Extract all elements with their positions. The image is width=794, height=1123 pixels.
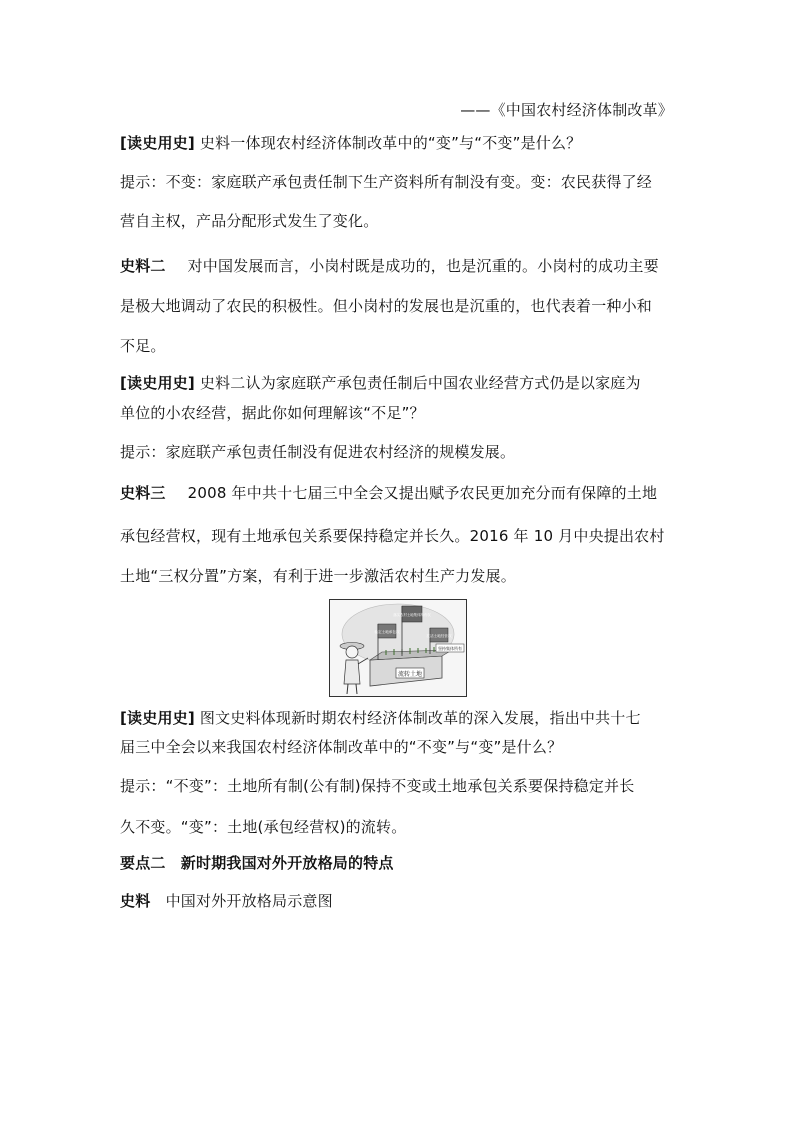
flag-center-text: 落实农村土地集体所有权 — [393, 613, 431, 617]
source-2-line-1 — [120, 256, 659, 276]
source-3-text: 2008 年中共十七届三中全会又提出赋予农民更加充分而有保障的土地 — [187, 484, 658, 502]
source-2-line-3: 不足。 — [120, 337, 166, 355]
source-3-line-1 — [120, 483, 657, 503]
source-2-line-2: 是极大地调动了农民的积极性。但小岗村的发展也是沉重的，也代表着一种小和 — [120, 297, 653, 315]
source-caption: 中国对外开放格局示意图 — [150, 892, 333, 910]
sign-text: 流转土地 — [397, 671, 423, 678]
question-3-line-2: 届三中全会以来我国农村经济体制改革中的“不变”与“变”是什么？ — [120, 738, 563, 756]
source-3-line-2: 承包经营权，现有土地承包关系要保持稳定并长久。2016 年 10 月中央提出农村 — [120, 527, 665, 545]
section-heading: 要点二 新时期我国对外开放格局的特点 — [120, 854, 394, 872]
flag-left-text: 稳定土地承包权 — [374, 630, 400, 634]
source-2-tag: 史料二 — [120, 257, 166, 275]
source-tag: 史料 — [120, 892, 151, 910]
read-history-tag: [读史用史] — [120, 134, 195, 152]
flag-right-text: 放活土地经营权 — [426, 634, 452, 638]
question-2-text: 史料二认为家庭联产承包责任制后中国农业经营方式仍是以家庭为 — [194, 374, 641, 392]
hint-1-line-1: 提示：不变：家庭联产承包责任制下生产资料所有制没有变。变：农民获得了经 — [120, 173, 653, 191]
question-2-line-1 — [120, 373, 641, 393]
question-1-text: 史料一体现农村经济体制改革中的“变”与“不变”是什么？ — [194, 134, 582, 152]
land-reform-cartoon — [329, 599, 467, 697]
read-history-tag: [读史用史] — [120, 374, 195, 392]
question-2-line-2: 单位的小农经营，据此你如何理解该“不足”？ — [120, 404, 425, 422]
question-3-line-1 — [120, 708, 641, 728]
banner-text: 坚持集体所有 — [438, 646, 462, 651]
hint-2: 提示：家庭联产承包责任制没有促进农村经济的规模发展。 — [120, 443, 516, 461]
source-3-tag: 史料三 — [120, 484, 166, 502]
hint-3-line-1: 提示：“不变”：土地所有制(公有制)保持不变或土地承包关系要保持稳定并长 — [120, 777, 635, 795]
question-3-text: 图文史料体现新时期农村经济体制改革的深入发展，指出中共十七 — [194, 709, 641, 727]
hint-3-line-2: 久不变。“变”：土地(承包经营权)的流转。 — [120, 818, 407, 836]
read-history-tag: [读史用史] — [120, 709, 195, 727]
hint-1-line-2: 营自主权，产品分配形式发生了变化。 — [120, 212, 379, 230]
question-1 — [120, 133, 581, 153]
source-3-line-3: 土地“三权分置”方案，有利于进一步激活农村生产力发展。 — [120, 567, 516, 585]
cartoon-illustration — [330, 600, 466, 696]
source-line — [120, 891, 333, 911]
source-citation: ——《中国农村经济体制改革》 — [460, 101, 673, 119]
source-2-text: 对中国发展而言，小岗村既是成功的，也是沉重的。小岗村的成功主要 — [187, 257, 659, 275]
